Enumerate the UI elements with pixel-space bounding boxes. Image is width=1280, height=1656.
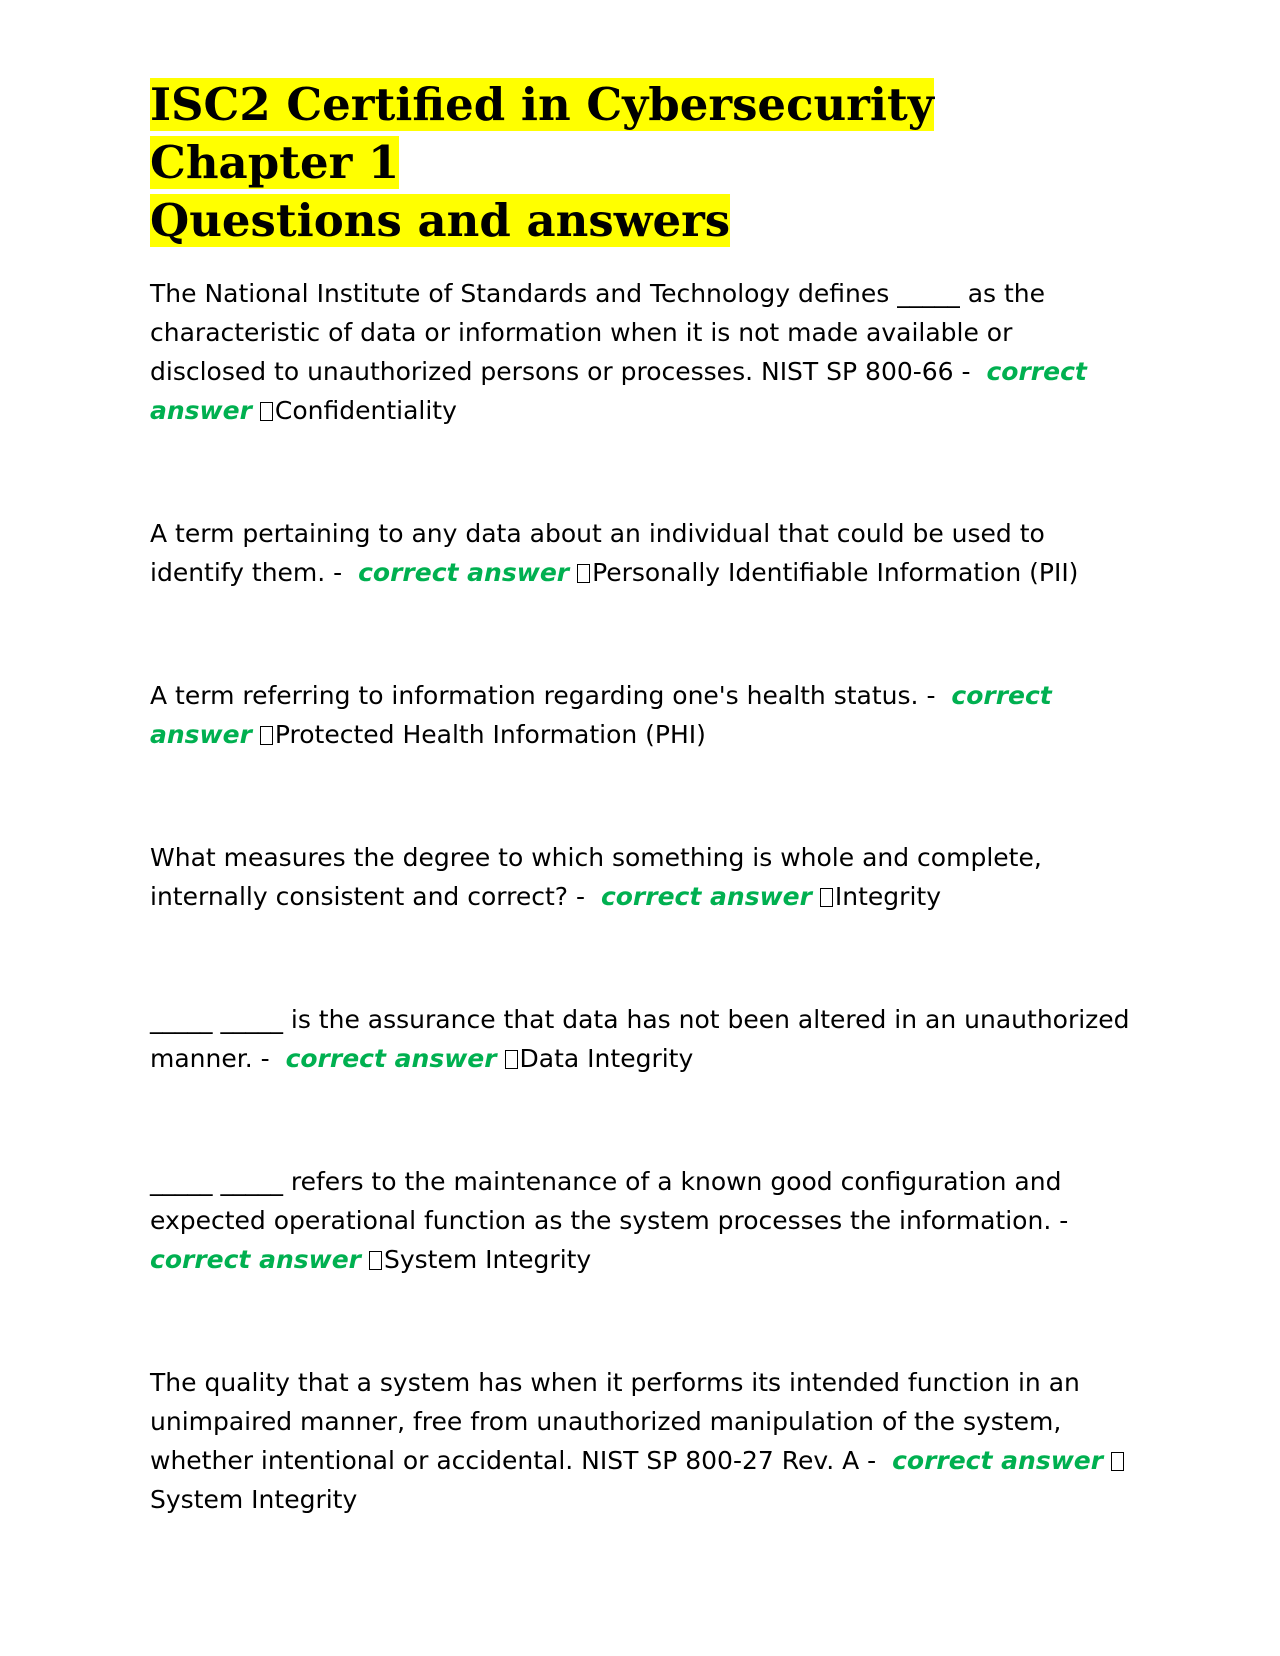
- checkbox-glyph-icon: [260, 402, 273, 421]
- correct-answer-label: correct answer: [285, 1044, 497, 1073]
- checkbox-glyph-icon: [577, 564, 590, 583]
- checkbox-glyph-icon: [369, 1251, 382, 1270]
- answer-text: Data Integrity: [519, 1044, 694, 1073]
- question-text: A term referring to information regarding one's health status. -: [150, 681, 936, 710]
- question-text: What measures the degree to which something is whole and complete, internally consistent and correct? -: [150, 843, 1042, 911]
- answer-text: System Integrity: [150, 1485, 358, 1514]
- answer-text: Protected Health Information (PHI): [274, 720, 706, 749]
- question-text: The National Institute of Standards and Technology defines _____ as the characteristic of data or information when it is not made available or disclosed to unauthorized persons or processes. NIST SP 800-66 -: [150, 279, 1046, 386]
- correct-answer-label: correct answer: [358, 558, 570, 587]
- checkbox-glyph-icon: [1111, 1452, 1124, 1471]
- checkbox-glyph-icon: [260, 726, 273, 745]
- answer-text: System Integrity: [383, 1245, 592, 1274]
- qa-item-3: [150, 676, 1130, 754]
- qa-item-5: [150, 1000, 1130, 1078]
- qa-item-6: [150, 1162, 1130, 1279]
- correct-answer-label: correct answer: [150, 357, 1087, 425]
- correct-answer-label: correct answer: [892, 1446, 1104, 1475]
- title-line-1: ISC2 Certified in Cybersecurity Chapter 1: [150, 78, 934, 189]
- checkbox-glyph-icon: [820, 888, 833, 907]
- correct-answer-label: correct answer: [600, 882, 812, 911]
- qa-item-1: [150, 274, 1130, 430]
- qa-item-2: [150, 514, 1130, 592]
- question-text: The quality that a system has when it performs its intended function in an unimpaired manner, free from unauthorized manipulation of the system, whether intentional or accidental. NIST SP 800-27 Rev. A -: [150, 1368, 1080, 1475]
- answer-text: Personally Identifiable Information (PII): [592, 558, 1079, 587]
- answer-text: Integrity: [834, 882, 941, 911]
- checkbox-glyph-icon: [505, 1050, 518, 1069]
- correct-answer-label: correct answer: [150, 1245, 362, 1274]
- question-text: _____ _____ is the assurance that data has not been altered in an unauthorized manner. -: [150, 1005, 1130, 1073]
- qa-item-7: [150, 1363, 1130, 1519]
- document-content: [150, 76, 1130, 1603]
- correct-answer-label: correct answer: [150, 681, 1052, 749]
- title-line-2: Questions and answers: [150, 194, 731, 247]
- question-text: _____ _____ refers to the maintenance of a known good configuration and expected operational function as the system processes the information. -: [150, 1167, 1069, 1235]
- qa-item-4: [150, 838, 1130, 916]
- question-text: A term pertaining to any data about an individual that could be used to identify them. -: [150, 519, 1045, 587]
- answer-text: Confidentiality: [274, 396, 457, 425]
- page-title: [150, 76, 1130, 250]
